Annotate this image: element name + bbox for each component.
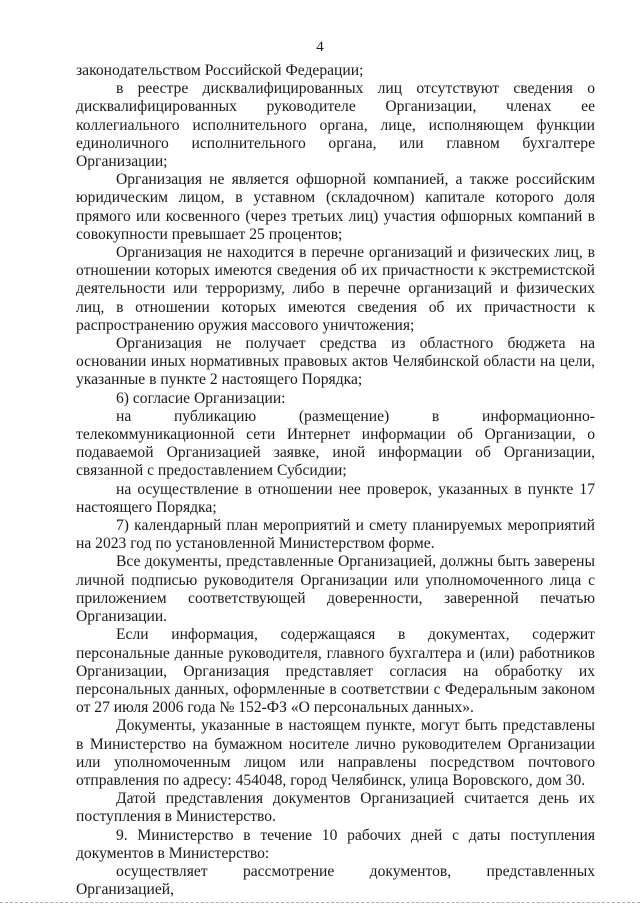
paragraph-item-7: 7) календарный план мероприятий и смету планируемых мероприятий на 2023 год по установленной Министерством форме. <box>76 517 595 553</box>
paragraph-review: осуществляет рассмотрение документов, представленных Организацией, <box>76 862 595 899</box>
paragraph-item-9: 9. Министерство в течение 10 рабочих дней с даты поступления документов в Министерство: <box>76 826 595 862</box>
page-bottom-edge <box>0 902 640 903</box>
paragraph-continuation: законодательством Российской Федерации; <box>76 62 364 79</box>
paragraph-offshore: Организация не является офшорной компанией, а также российским юридическим лицом, в уставном (складочном) капитале которого доля прямого или косвенного (через третьих лиц) участия офшорных компаний в совокупности превышает 25 процентов; <box>76 171 595 243</box>
paragraph-personal-data: Если информация, содержащаяся в документах, содержит персональные данные руководителя, главного бухгалтера и (или) работников Организации, Организация представляет согласия на обработку их персональных данных, оформленные в соответствии с Федеральным законом от 27 июля 2006 года № 152-ФЗ «О персональных данных». <box>76 626 595 717</box>
paragraph-documents-certified: Все документы, представленные Организацией, должны быть заверены личной подписью руководителя Организации или уполномоченного лица с приложением соответствующей доверенности, заверенной печатью Организации. <box>76 553 595 626</box>
paragraph-regional-budget: Организация не получает средства из областного бюджета на основании иных нормативных правовых актов Челябинской области на цели, указанные в пункте 2 настоящего Порядка; <box>76 335 595 389</box>
paragraph-publication-consent: на публикацию (размещение) в информационно-телекоммуникационной сети Интернет информации об Организации, о подаваемой Организацией заявке, иной информации об Организации, связанной с предоставлением Субсидии; <box>76 407 595 480</box>
paragraph-submission-date: Датой представления документов Организацией считается день их поступления в Министерство. <box>76 790 595 826</box>
paragraph-disqualified-registry: в реестре дисквалифицированных лиц отсутствуют сведения о дисквалифицированных руководителе Организации, членах ее коллегиального исполнительного органа, лице, исполняющем функции единоличного исполнительного органа, или главном бухгалтере Организации; <box>76 80 595 171</box>
paragraph-item-6: 6) согласие Организации: <box>116 389 286 407</box>
document-body <box>76 62 595 899</box>
page-number: 4 <box>316 39 324 55</box>
paragraph-inspection-consent: на осуществление в отношении нее проверок, указанных в пункте 17 настоящего Порядка; <box>76 480 595 516</box>
paragraph-extremism-list: Организация не находится в перечне организаций и физических лиц, в отношении которых имеются сведения об их причастности к экстремистской деятельности или терроризму, либо в перечне организаций и физических лиц, в отношении которых имеются сведения об их причастности к распространению оружия массового уничтожения; <box>76 244 595 334</box>
paragraph-submission: Документы, указанные в настоящем пункте, могут быть представлены в Министерство на бумажном носителе лично руководителем Организации или уполномоченным лицом или направлены посредством почтового отправления по адресу: 454048, город Челябинск, улица Воровского, дом 30. <box>76 717 595 789</box>
